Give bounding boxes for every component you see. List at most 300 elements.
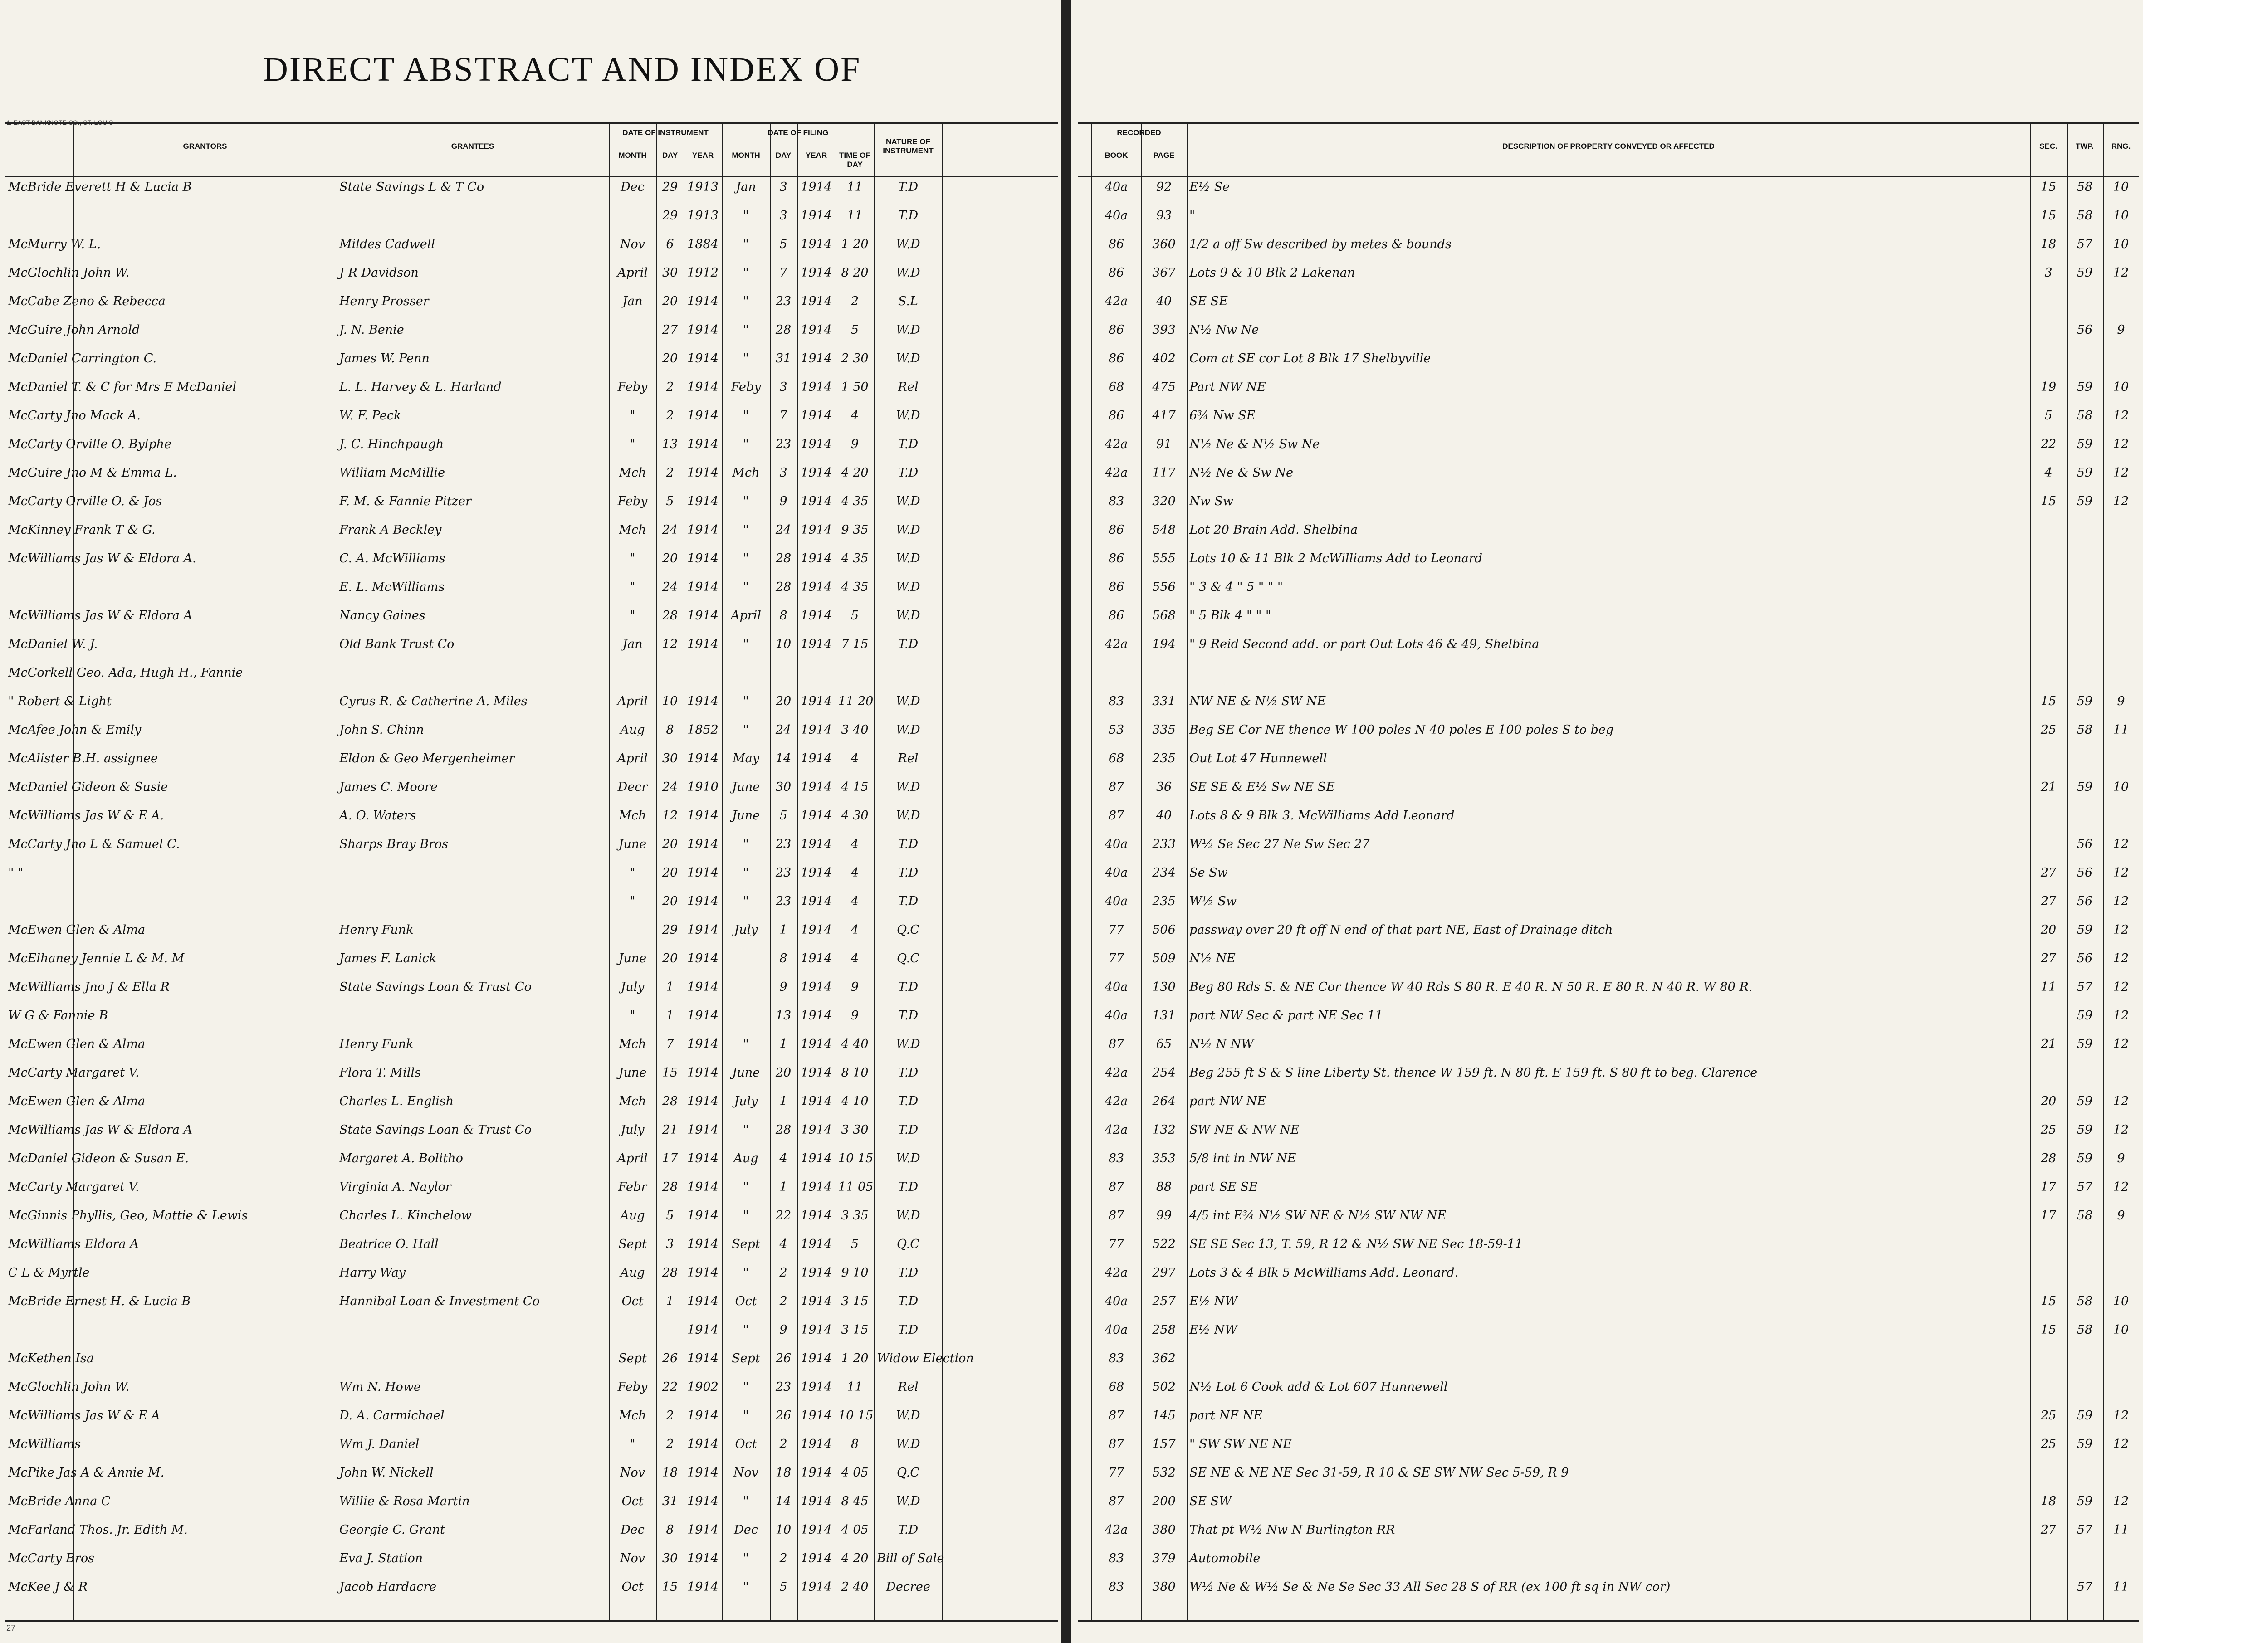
filing-day-cell: 1 <box>779 923 787 937</box>
instrument-month-cell: Nov <box>620 237 645 251</box>
grantor-cell: McEwen Glen & Alma <box>8 1037 146 1051</box>
township-cell: 59 <box>2077 694 2093 708</box>
instrument-day-cell: 28 <box>662 609 678 623</box>
description-cell: " 5 Blk 4 " " " <box>1189 609 1271 623</box>
nature-cell: W.D <box>896 723 920 737</box>
nature-cell: T.D <box>898 209 919 223</box>
description-cell: " SW SW NE NE <box>1189 1437 1292 1451</box>
book-cell: 40a <box>1105 894 1128 908</box>
right-entry-row <box>1078 1007 2139 1025</box>
left-entry-row <box>5 1235 1058 1253</box>
book-cell: 87 <box>1108 1180 1124 1194</box>
range-cell: 10 <box>2113 780 2129 794</box>
book-cell: 77 <box>1108 923 1124 937</box>
description-cell: N½ N NW <box>1189 1037 1254 1051</box>
filing-time-cell: 1 20 <box>841 1351 869 1365</box>
filing-time-cell: 8 45 <box>841 1494 869 1508</box>
page-cell: 145 <box>1152 1409 1176 1423</box>
grantee-cell: Henry Funk <box>339 1037 414 1051</box>
filing-day-cell: 1 <box>779 1094 787 1108</box>
range-cell: 12 <box>2113 437 2129 451</box>
right-entry-row <box>1078 978 2139 996</box>
book-cell: 87 <box>1108 1437 1124 1451</box>
grantor-cell: McKinney Frank T & G. <box>8 523 156 537</box>
filing-day-cell: 26 <box>775 1351 792 1365</box>
grantee-cell: James F. Lanick <box>339 951 437 965</box>
filing-day-cell: 26 <box>775 1409 792 1423</box>
grantor-cell: McGlochlin John W. <box>8 1380 130 1394</box>
right-entry-row <box>1078 692 2139 711</box>
instrument-day-cell: 2 <box>666 409 674 423</box>
filing-year-cell: 1914 <box>801 266 832 280</box>
grantor-cell: McCabe Zeno & Rebecca <box>8 294 166 308</box>
range-cell: 11 <box>2113 1523 2129 1537</box>
right-entry-row <box>1078 1550 2139 1568</box>
instrument-day-cell: 29 <box>662 180 678 194</box>
filing-month-cell: Oct <box>735 1437 757 1451</box>
grantee-cell: Wm J. Daniel <box>339 1437 420 1451</box>
grantee-cell: L. L. Harvey & L. Harland <box>339 380 502 394</box>
right-entry-row <box>1078 1350 2139 1368</box>
book-cell: 87 <box>1108 809 1124 823</box>
township-cell: 59 <box>2077 1009 2093 1023</box>
left-entry-row <box>5 950 1058 968</box>
description-cell: NW NE & N½ SW NE <box>1189 694 1326 708</box>
book-cell: 87 <box>1108 1209 1124 1223</box>
filing-year-cell: 1914 <box>801 1066 832 1080</box>
book-cell: 77 <box>1108 1466 1124 1480</box>
description-cell: Part NW NE <box>1189 380 1266 394</box>
grantee-cell: Hannibal Loan & Investment Co <box>339 1294 540 1308</box>
township-cell: 59 <box>2077 1037 2093 1051</box>
page-cell: 235 <box>1152 894 1176 908</box>
left-entry-row <box>5 207 1058 225</box>
grantor-cell: McAlister B.H. assignee <box>8 751 158 765</box>
right-entry-row <box>1078 293 2139 311</box>
range-cell: 11 <box>2113 1580 2129 1594</box>
right-entry-row <box>1078 207 2139 225</box>
book-cell: 42a <box>1105 466 1128 480</box>
filing-month-cell: Dec <box>734 1523 758 1537</box>
grantee-cell: Frank A Beckley <box>339 523 442 537</box>
filing-day-cell: 23 <box>775 1380 792 1394</box>
filing-month-cell: " <box>743 894 749 908</box>
filing-year-cell: 1914 <box>801 1266 832 1280</box>
instrument-year-cell: 1914 <box>687 294 719 308</box>
nature-cell: T.D <box>898 466 919 480</box>
instrument-year-cell: 1914 <box>687 1180 719 1194</box>
filing-day-cell: 23 <box>775 894 792 908</box>
nature-cell: W.D <box>896 1037 920 1051</box>
filing-time-cell: 4 <box>850 409 859 423</box>
filing-day-cell: 23 <box>775 294 792 308</box>
left-entry-row <box>5 864 1058 882</box>
book-cell: 42a <box>1105 1266 1128 1280</box>
nature-cell: Rel <box>898 751 919 765</box>
grantor-cell: McWilliams Jas W & E A <box>8 1409 160 1423</box>
filing-year-cell: 1914 <box>801 923 832 937</box>
township-cell: 58 <box>2077 180 2093 194</box>
instrument-year-cell: 1902 <box>687 1380 719 1394</box>
filing-day-cell: 2 <box>779 1266 787 1280</box>
range-cell: 12 <box>2113 1180 2129 1194</box>
filing-day-cell: 28 <box>775 323 792 337</box>
instrument-month-cell: April <box>617 694 648 708</box>
section-cell: 5 <box>2044 409 2053 423</box>
range-cell: 10 <box>2113 180 2129 194</box>
filing-time-cell: 4 <box>850 866 859 880</box>
left-entry-row <box>5 492 1058 511</box>
instrument-day-cell: 30 <box>662 751 678 765</box>
filing-month-cell: " <box>743 837 749 851</box>
left-ledger-grid <box>5 122 1058 1622</box>
page-cell: 234 <box>1152 866 1176 880</box>
book-cell: 86 <box>1108 351 1124 366</box>
filing-month-cell: April <box>731 609 761 623</box>
range-cell: 11 <box>2113 723 2129 737</box>
filing-month-cell: " <box>743 437 749 451</box>
township-cell: 59 <box>2077 1123 2093 1137</box>
grantor-cell: McMurry W. L. <box>8 237 101 251</box>
book-cell: 40a <box>1105 1323 1128 1337</box>
filing-month-header: MONTH <box>732 151 760 160</box>
instrument-year-cell: 1914 <box>687 1209 719 1223</box>
left-entry-row <box>5 321 1058 339</box>
filing-year-cell: 1914 <box>801 723 832 737</box>
instrument-year-cell: 1914 <box>687 1580 719 1594</box>
grantor-cell: McBride Ernest H. & Lucia B <box>8 1294 191 1308</box>
filing-month-cell: Sept <box>732 1237 760 1251</box>
filing-time-cell: 4 <box>850 894 859 908</box>
page-cell: 475 <box>1152 380 1176 394</box>
right-entry-row <box>1078 750 2139 768</box>
left-entry-row <box>5 378 1058 396</box>
nature-cell: T.D <box>898 894 919 908</box>
book-gutter <box>1061 0 1071 1643</box>
filing-year-cell: 1914 <box>801 1294 832 1308</box>
nature-cell: Q.C <box>896 951 920 965</box>
filing-year-cell: 1914 <box>801 1466 832 1480</box>
filing-time-cell: 8 <box>850 1437 859 1451</box>
filing-year-cell: 1914 <box>801 323 832 337</box>
grantor-cell: C L & Myrtle <box>8 1266 90 1280</box>
left-entry-row <box>5 235 1058 254</box>
instrument-month-cell: Aug <box>620 723 645 737</box>
grantor-cell: McCarty Orville O. & Jos <box>8 494 162 508</box>
township-cell: 58 <box>2077 209 2093 223</box>
page-cell: 132 <box>1152 1123 1176 1137</box>
left-entry-row <box>5 521 1058 539</box>
grantor-cell: McWilliams <box>8 1437 81 1451</box>
section-cell: 3 <box>2044 266 2053 280</box>
instrument-year-cell: 1914 <box>687 494 719 508</box>
section-cell: 27 <box>2040 951 2057 965</box>
instrument-month-cell: July <box>621 980 645 994</box>
header-rule <box>5 176 1058 177</box>
right-entry-row <box>1078 1178 2139 1196</box>
nature-cell: Q.C <box>896 923 920 937</box>
grantor-cell: McWilliams Eldora A <box>8 1237 139 1251</box>
nature-cell: T.D <box>898 437 919 451</box>
nature-cell: Q.C <box>896 1237 920 1251</box>
page-cell: 335 <box>1152 723 1176 737</box>
instrument-year-cell: 1914 <box>687 580 719 594</box>
grantor-cell: McWilliams Jas W & Eldora A <box>8 1123 193 1137</box>
description-cell: E½ NW <box>1189 1323 1237 1337</box>
filing-time-cell: 11 20 <box>838 694 874 708</box>
instrument-month-cell: Dec <box>621 1523 645 1537</box>
section-cell: 27 <box>2040 894 2057 908</box>
description-header: DESCRIPTION OF PROPERTY CONVEYED OR AFFECTED <box>1502 142 1715 151</box>
township-cell: 59 <box>2077 1094 2093 1108</box>
range-cell: 9 <box>2117 323 2125 337</box>
filing-time-cell: 1 50 <box>841 380 869 394</box>
filing-month-cell: " <box>743 1123 749 1137</box>
instrument-year-cell: 1910 <box>687 780 719 794</box>
filing-time-cell: 4 20 <box>841 1551 869 1565</box>
grantor-cell: McEwen Glen & Alma <box>8 1094 146 1108</box>
filing-time-cell: 9 35 <box>841 523 869 537</box>
township-cell: 59 <box>2077 780 2093 794</box>
book-cell: 86 <box>1108 323 1124 337</box>
filing-month-cell: " <box>743 1037 749 1051</box>
book-cell: 83 <box>1108 1351 1124 1365</box>
page-cell: 99 <box>1156 1209 1172 1223</box>
filing-month-cell: " <box>743 1266 749 1280</box>
book-cell: 68 <box>1108 380 1124 394</box>
page-cell: 130 <box>1152 980 1176 994</box>
grantor-cell: McFarland Thos. Jr. Edith M. <box>8 1523 188 1537</box>
nature-cell: Decree <box>886 1580 930 1594</box>
section-cell: 27 <box>2040 1523 2057 1537</box>
section-cell: 27 <box>2040 866 2057 880</box>
filing-month-cell: " <box>743 1323 749 1337</box>
instrument-month-cell: Sept <box>618 1351 647 1365</box>
grantee-cell: J. N. Benie <box>339 323 404 337</box>
book-cell: 42a <box>1105 1523 1128 1537</box>
filing-day-cell: 28 <box>775 580 792 594</box>
grantee-cell: J R Davidson <box>339 266 419 280</box>
sec-header: SEC. <box>2039 142 2058 151</box>
range-cell: 12 <box>2113 1009 2129 1023</box>
page-cell: 402 <box>1152 351 1176 366</box>
filing-time-cell: 10 15 <box>838 1409 874 1423</box>
instrument-day-cell: 1 <box>666 980 674 994</box>
page-cell: 331 <box>1152 694 1176 708</box>
right-entry-row <box>1078 1464 2139 1482</box>
grantee-cell: Beatrice O. Hall <box>339 1237 439 1251</box>
book-cell: 40a <box>1105 980 1128 994</box>
grantees-header: GRANTEES <box>451 142 494 151</box>
instrument-day-cell: 21 <box>662 1123 678 1137</box>
page-cell: 65 <box>1156 1037 1172 1051</box>
instrument-month-cell: " <box>630 580 635 594</box>
page-cell: 117 <box>1152 466 1176 480</box>
filing-year-cell: 1914 <box>801 180 832 194</box>
filing-month-cell: Nov <box>733 1466 759 1480</box>
instrument-month-cell: " <box>630 609 635 623</box>
filing-month-cell: Oct <box>735 1294 757 1308</box>
nature-cell: Rel <box>898 1380 919 1394</box>
page-cell: 360 <box>1152 237 1176 251</box>
filing-time-cell: 11 <box>847 209 863 223</box>
filing-time-cell: 4 <box>850 923 859 937</box>
nature-cell: Bill of Sale <box>877 1551 944 1565</box>
filing-day-cell: 3 <box>779 466 787 480</box>
right-entry-row <box>1078 1064 2139 1082</box>
description-cell: SE SW <box>1189 1494 1232 1508</box>
filing-time-cell: 7 15 <box>841 637 869 651</box>
filing-year-cell: 1914 <box>801 1209 832 1223</box>
filing-month-cell: " <box>743 323 749 337</box>
page-cell: 380 <box>1152 1523 1176 1537</box>
instrument-month-cell: July <box>621 1123 645 1137</box>
instrument-month-cell: " <box>630 437 635 451</box>
page-cell: 506 <box>1152 923 1176 937</box>
nature-cell: W.D <box>896 1209 920 1223</box>
township-cell: 57 <box>2077 1523 2093 1537</box>
nature-cell: Widow Election <box>877 1351 974 1365</box>
instrument-year-cell: 1914 <box>687 1323 719 1337</box>
nature-cell: W.D <box>896 1151 920 1165</box>
filing-day-cell: 23 <box>775 837 792 851</box>
filing-time-cell: 4 30 <box>841 809 869 823</box>
filing-day-cell: 1 <box>779 1037 787 1051</box>
page-cell: 532 <box>1152 1466 1176 1480</box>
range-cell: 12 <box>2113 837 2129 851</box>
filing-month-cell: Mch <box>732 466 760 480</box>
book-cell: 42a <box>1105 294 1128 308</box>
description-cell: 5/8 int in NW NE <box>1189 1151 1296 1165</box>
right-entry-row <box>1078 1321 2139 1339</box>
left-entry-row <box>5 1407 1058 1425</box>
nature-cell: T.D <box>898 1094 919 1108</box>
instrument-month-cell: " <box>630 1437 635 1451</box>
instrument-day-cell: 20 <box>662 866 678 880</box>
grantee-cell: Charles L. Kinchelow <box>339 1209 472 1223</box>
section-cell: 20 <box>2040 1094 2057 1108</box>
left-entry-row <box>5 293 1058 311</box>
township-cell: 56 <box>2077 951 2093 965</box>
left-entry-row <box>5 1464 1058 1482</box>
grantee-cell: Virginia A. Naylor <box>339 1180 451 1194</box>
township-cell: 59 <box>2077 923 2093 937</box>
grantee-cell: Sharps Bray Bros <box>339 837 449 851</box>
book-cell: 83 <box>1108 1551 1124 1565</box>
grantor-cell: McWilliams Jno J & Ella R <box>8 980 170 994</box>
instrument-year-cell: 1914 <box>687 751 719 765</box>
instrument-year-cell: 1914 <box>687 1494 719 1508</box>
instrument-day-cell: 3 <box>666 1237 674 1251</box>
grantor-cell: McDaniel Gideon & Susie <box>8 780 168 794</box>
left-entry-row <box>5 1150 1058 1168</box>
nature-cell: T.D <box>898 1066 919 1080</box>
book-cell: 42a <box>1105 1094 1128 1108</box>
grantee-cell: W. F. Peck <box>339 409 401 423</box>
grantee-cell: Wm N. Howe <box>339 1380 421 1394</box>
description-cell: SE SE & E½ Sw NE SE <box>1189 780 1335 794</box>
filing-time-cell: 4 40 <box>841 1037 869 1051</box>
filing-year-cell: 1914 <box>801 694 832 708</box>
recorded-header: RECORDED <box>1117 128 1161 137</box>
book-cell: 83 <box>1108 694 1124 708</box>
section-cell: 15 <box>2040 1323 2057 1337</box>
instrument-month-cell: April <box>617 751 648 765</box>
filing-day-cell: 9 <box>779 1323 787 1337</box>
filing-day-cell: 20 <box>775 1066 792 1080</box>
grantee-cell: Charles L. English <box>339 1094 454 1108</box>
page-cell: 556 <box>1152 580 1176 594</box>
description-cell: " <box>1189 209 1195 223</box>
left-entry-row <box>5 807 1058 825</box>
range-cell: 10 <box>2113 380 2129 394</box>
instrument-day-cell: 24 <box>662 580 678 594</box>
township-cell: 58 <box>2077 723 2093 737</box>
right-entry-row <box>1078 178 2139 196</box>
filing-day-cell: 20 <box>775 694 792 708</box>
section-cell: 4 <box>2044 466 2053 480</box>
filing-month-cell: " <box>743 637 749 651</box>
page-cell: 194 <box>1152 637 1176 651</box>
instrument-day-cell: 20 <box>662 351 678 366</box>
nature-cell: W.D <box>896 780 920 794</box>
description-cell: Beg SE Cor NE thence W 100 poles N 40 poles E 100 poles S to beg <box>1189 723 1614 737</box>
township-cell: 59 <box>2077 1409 2093 1423</box>
filing-month-cell: " <box>743 523 749 537</box>
grantors-header: GRANTORS <box>183 142 227 151</box>
nature-cell: T.D <box>898 980 919 994</box>
filing-month-cell: June <box>732 1066 760 1080</box>
grantee-cell: Georgie C. Grant <box>339 1523 445 1537</box>
instrument-month-header: MONTH <box>618 151 647 160</box>
left-entry-row <box>5 464 1058 482</box>
grantee-cell: Flora T. Mills <box>339 1066 421 1080</box>
filing-month-cell: " <box>743 266 749 280</box>
page-cell: 362 <box>1152 1351 1176 1365</box>
book-header: BOOK <box>1105 151 1128 160</box>
range-cell: 12 <box>2113 866 2129 880</box>
township-cell: 58 <box>2077 1209 2093 1223</box>
filing-month-cell: " <box>743 1380 749 1394</box>
nature-cell: W.D <box>896 1409 920 1423</box>
filing-time-cell: 2 <box>850 294 859 308</box>
page-header: PAGE <box>1153 151 1175 160</box>
instrument-day-cell: 28 <box>662 1180 678 1194</box>
grantee-cell: Mildes Cadwell <box>339 237 435 251</box>
instrument-day-cell: 15 <box>662 1580 678 1594</box>
filing-year-cell: 1914 <box>801 894 832 908</box>
description-cell: 4/5 int E¾ N½ SW NE & N½ SW NW NE <box>1189 1209 1447 1223</box>
grantee-cell: State Savings L & T Co <box>339 180 484 194</box>
instrument-year-cell: 1914 <box>687 1037 719 1051</box>
filing-month-cell: Feby <box>731 380 761 394</box>
page-cell: 254 <box>1152 1066 1176 1080</box>
township-cell: 59 <box>2077 380 2093 394</box>
filing-day-cell: 24 <box>775 523 792 537</box>
filing-day-cell: 2 <box>779 1294 787 1308</box>
page-footer-mark: 27 <box>6 1623 16 1633</box>
filing-day-cell: 24 <box>775 723 792 737</box>
section-cell: 15 <box>2040 209 2057 223</box>
township-cell: 58 <box>2077 1323 2093 1337</box>
filing-time-cell: 3 15 <box>841 1323 869 1337</box>
right-entry-row <box>1078 1435 2139 1453</box>
range-cell: 12 <box>2113 1094 2129 1108</box>
grantee-cell: E. L. McWilliams <box>339 580 445 594</box>
page-cell: 233 <box>1152 837 1176 851</box>
grantee-cell: Old Bank Trust Co <box>339 637 455 651</box>
left-entry-row <box>5 435 1058 453</box>
